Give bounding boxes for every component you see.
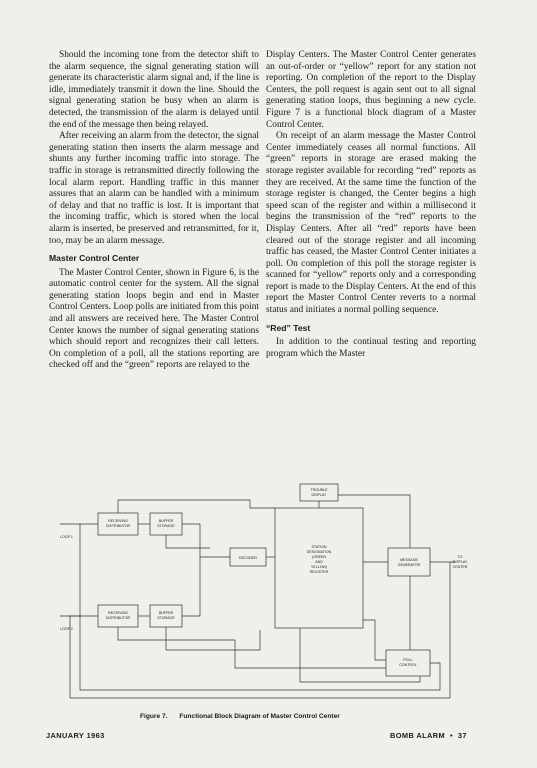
buffer-storage-1-label: STORAGE bbox=[157, 524, 175, 528]
footer-page-number: BOMB ALARM • 37 bbox=[390, 731, 467, 740]
trouble-display-label: TROUBLE bbox=[310, 488, 328, 492]
message-generator-box bbox=[388, 548, 430, 576]
figure-caption bbox=[140, 713, 400, 720]
receiving-distributor-2-label: DISTRIBUTOR bbox=[105, 616, 131, 620]
paragraph: Should the incoming tone from the detector shift to the alarm sequence, the signal generating station will generate its characteristic alarm signal and, if the line is idle, immediately transmit it down the line. Should the signal generating station be busy when an alarm is detected, the transmission of the alarm is delayed until the end of the message then being relayed. bbox=[49, 50, 259, 130]
trouble-display-label: DISPLAY bbox=[311, 493, 327, 497]
loop-2-label: LOOP 2 bbox=[60, 627, 73, 631]
display-center-label: TO bbox=[457, 555, 463, 559]
station-register-label: STATION bbox=[311, 545, 327, 549]
buffer-storage-1-label: BUFFER bbox=[158, 519, 174, 523]
display-center-label: DISPLAY bbox=[452, 560, 468, 564]
message-generator-label: GENERATOR bbox=[397, 563, 421, 567]
paragraph: After receiving an alarm from the detector, the signal generating station then inserts the alarm message and shunts any further incoming traffic into storage. The traffic in storage is retransmitted directly following the local alarm report. Handling traffic in this manner assures that an alarm can be handled with a minimum of delay and that no traffic is lost. It is important that the incoming traffic, which is stored when the local alarm is inserted, be preserved and retransmitted, for it, too, may be an alarm message. bbox=[49, 131, 259, 246]
section-heading: Master Control Center bbox=[49, 253, 140, 264]
station-register-label: (GREEN bbox=[312, 555, 326, 559]
message-generator-label: MESSAGE bbox=[400, 558, 418, 562]
paragraph: The Master Control Center, shown in Figure 6, is the automatic control center for the system. All the signal generating station loops begin and end in Master Control Centers. Loop polls are initiated from this point and all answers are received here. The Master Control Center knows the number of signal generating stations which should report and recognizes their call letters. On completion of a poll, all the stations reporting are checked off and the “green” reports are relayed to the bbox=[49, 267, 259, 371]
paragraph: Display Centers. The Master Control Center generates an out-of-order or “yellow” report for any station not reporting. On completion of the report to the Display Centers, the poll request is again sent out to all signal generating station loops, thus beginning a new cycle. Figure 7 is a functional block diagram of a Master Control Center. bbox=[266, 50, 476, 130]
station-register-label: YELLOW) bbox=[310, 565, 328, 569]
display-center-label: CENTER bbox=[452, 565, 468, 569]
station-register-label: REGISTER bbox=[309, 570, 329, 574]
buffer-storage-2-label: BUFFER bbox=[158, 611, 174, 615]
paragraph: In addition to the continual testing and reporting program which the Master bbox=[266, 337, 476, 359]
figure-title: Functional Block Diagram of Master Control Center bbox=[179, 713, 340, 720]
section-heading: “Red” Test bbox=[266, 322, 311, 333]
loop-1-label: LOOP 1 bbox=[60, 535, 73, 539]
station-register-label: DESIGNATION bbox=[306, 550, 332, 554]
station-register-label: AND bbox=[315, 560, 323, 564]
receiving-distributor-1-label: DISTRIBUTOR bbox=[105, 524, 131, 528]
receiving-distributor-2-label: RECEIVING bbox=[108, 611, 128, 615]
footer-date: JANUARY 1963 bbox=[46, 731, 105, 740]
poll-control-label: POLL bbox=[403, 658, 413, 662]
figure-number: Figure 7. bbox=[140, 713, 168, 720]
receiving-distributor-1-label: RECEIVING bbox=[108, 519, 128, 523]
paragraph: On receipt of an alarm message the Master Control Center immediately ceases all normal functions. All “green” reports in storage are erased making the storage register available for recording “red” reports as they are received. At the same time the function of the storage register is changed, the Center begins a high speed scan of the register and within a millisecond it begins the transmission of the “red” reports to the Display Centers. After all “red” reports have been cleared out of the storage register and all incoming traffic has ceased, the Master Control Center initiates a poll. On completion of this poll the storage register is scanned for “yellow” reports only and a corresponding report is made to the Display Centers. At the end of this report the Master Control Center reverts to a normal status and initiates a normal polling sequence. bbox=[266, 131, 476, 316]
buffer-storage-2-label: STORAGE bbox=[157, 616, 175, 620]
poll-control-label: CONTROL bbox=[399, 663, 417, 667]
decoder-label: DECODER bbox=[239, 556, 257, 560]
